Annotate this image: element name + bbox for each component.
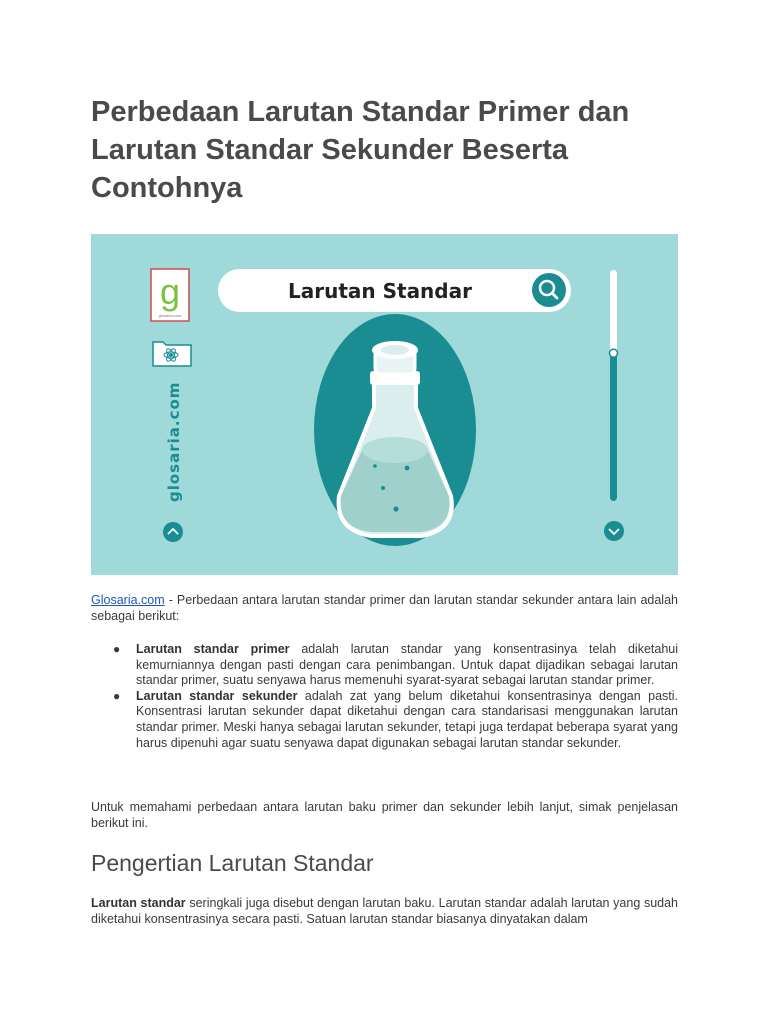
list-item-term: Larutan standar primer (136, 642, 290, 656)
bullet-icon: ● (113, 642, 121, 656)
bullet-icon: ● (113, 688, 121, 703)
article-title: Perbedaan Larutan Standar Primer dan Larutan Standar Sekunder Beserta Contohnya (91, 96, 630, 204)
logo-small-text: glosaria.com (158, 313, 182, 318)
section-heading: Pengertian Larutan Standar (91, 850, 374, 876)
vertical-brand-text: glosaria.com (165, 381, 183, 502)
list-item-text: adalah larutan standar yang konsentrasinya telah diketahui kemurniannya dengan pasti dengan cara penimbangan. Untuk dapat dijadikan sebagai larutan standar primer, suatu senyawa harus memenuhi syarat-syarat sebagai larutan standar primer. (136, 642, 678, 688)
list-item-term: Larutan standar sekunder (136, 688, 298, 703)
flask-illustration (314, 314, 476, 546)
glosaria-link[interactable]: Glosaria.com (91, 593, 165, 607)
scroll-down-button[interactable] (604, 521, 624, 541)
search-bar[interactable] (218, 269, 571, 312)
vertical-slider[interactable] (610, 270, 618, 501)
definition-paragraph (91, 896, 678, 927)
folder-atom-icon (153, 342, 191, 366)
search-icon[interactable] (532, 273, 566, 307)
slider-knob[interactable] (610, 349, 618, 357)
outro-paragraph: Untuk memahami perbedaan antara larutan baku primer dan sekunder lebih lanjut, simak penjelasan berikut ini. (91, 800, 678, 830)
logo-letter: g (159, 271, 181, 312)
definition-list (91, 642, 678, 751)
definition-term: Larutan standar (91, 896, 186, 910)
scroll-up-button[interactable] (163, 522, 183, 542)
intro-text: - Perbedaan antara larutan standar primer dan larutan standar sekunder antara lain adalah sebagai berikut: (91, 593, 678, 623)
article-banner-image (91, 234, 678, 575)
glosaria-logo (151, 269, 189, 321)
slider-fill (610, 353, 617, 501)
search-text: Larutan Standar (288, 279, 472, 303)
list-item (91, 689, 678, 751)
list-item (91, 642, 678, 689)
intro-paragraph (91, 593, 678, 624)
definition-text: seringkali juga disebut dengan larutan baku. Larutan standar adalah larutan yang sudah diketahui konsentrasinya secara pasti. Satuan larutan standar biasanya dinyatakan dalam (91, 896, 679, 926)
list-item-text: adalah zat yang belum diketahui konsentrasinya dengan pasti. Konsentrasi larutan sekunder dapat diketahui dengan cara standarisasi menggunakan larutan standar primer. Meski hanya sebagai larutan sekunder, tetapi juga terdapat beberapa syarat yang harus dipenuhi agar suatu senyawa dapat digunakan sebagai larutan standar sekunder. (136, 688, 678, 750)
